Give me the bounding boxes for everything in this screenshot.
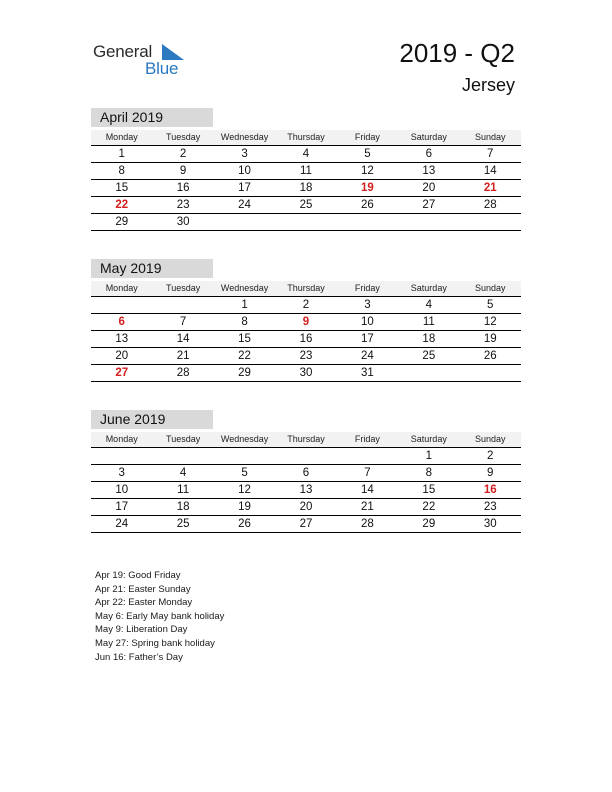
month-title: June 2019 — [91, 410, 213, 429]
day-cell: 9 — [487, 467, 494, 479]
day-cell: 5 — [241, 467, 248, 479]
day-cell: 8 — [425, 467, 433, 479]
weekday-label: Monday — [105, 132, 138, 142]
day-cell: 28 — [361, 518, 374, 530]
day-cell: 23 — [483, 501, 497, 513]
week-row — [91, 197, 521, 214]
week-row — [91, 365, 521, 382]
day-cell: 24 — [361, 350, 374, 362]
weekday-label: Saturday — [410, 283, 447, 293]
day-cell: 27 — [422, 199, 436, 211]
day-cell-holiday: 9 — [302, 316, 310, 328]
day-cell: 15 — [422, 484, 436, 496]
day-cell: 15 — [238, 333, 251, 345]
day-cell: 8 — [241, 316, 248, 328]
day-cell: 10 — [361, 316, 374, 328]
day-cell: 1 — [118, 148, 125, 160]
day-cell: 13 — [299, 484, 313, 496]
weekday-label: Thursday — [287, 132, 325, 142]
day-cell — [337, 448, 398, 464]
day-cell: 19 — [483, 333, 497, 345]
week-row — [91, 516, 521, 533]
weekday-label: Monday — [105, 434, 138, 444]
week-row — [91, 146, 521, 163]
weekday-label: Friday — [354, 434, 380, 444]
day-cell: 15 — [115, 182, 129, 194]
weekday-label: Wednesday — [220, 283, 269, 293]
day-cell: 7 — [364, 467, 371, 479]
weekday-header — [91, 281, 521, 297]
day-cell — [460, 214, 521, 230]
day-cell: 20 — [422, 182, 436, 194]
day-cell-holiday: 22 — [115, 199, 129, 211]
day-cell: 3 — [364, 299, 371, 311]
day-cell: 30 — [299, 367, 313, 379]
country-name: Jersey — [461, 75, 515, 95]
day-cell-holiday: 19 — [361, 182, 374, 194]
day-cell: 21 — [361, 501, 374, 513]
day-cell: 2 — [302, 299, 310, 311]
day-cell: 26 — [361, 199, 374, 211]
weekday-label: Sunday — [474, 283, 506, 293]
logo-blue-text: Blue — [145, 59, 179, 78]
holiday-list-item: Apr 22: Easter Monday — [95, 597, 193, 609]
week-row — [91, 297, 521, 314]
day-cell: 13 — [422, 165, 436, 177]
day-cell: 18 — [422, 333, 436, 345]
weekday-label: Tuesday — [166, 132, 201, 142]
day-cell: 25 — [422, 350, 436, 362]
day-cell: 5 — [364, 148, 371, 160]
day-cell: 23 — [299, 350, 313, 362]
day-cell: 17 — [115, 501, 129, 513]
day-cell: 3 — [241, 148, 248, 160]
day-cell: 2 — [487, 450, 494, 462]
day-cell: 12 — [483, 316, 497, 328]
day-cell: 10 — [238, 165, 251, 177]
day-cell-holiday: 6 — [118, 316, 125, 328]
holiday-list-item: Jun 16: Father’s Day — [95, 651, 183, 663]
logo-triangle-icon — [162, 44, 184, 60]
weekday-header — [91, 130, 521, 146]
day-cell: 17 — [361, 333, 374, 345]
week-row — [91, 331, 521, 348]
weekday-label: Friday — [354, 132, 380, 142]
day-cell: 18 — [299, 182, 313, 194]
weekday-label: Saturday — [410, 132, 447, 142]
weekday-label: Saturday — [410, 434, 447, 444]
day-cell — [460, 365, 521, 381]
day-cell: 25 — [176, 518, 190, 530]
day-cell — [275, 448, 336, 464]
day-cell — [152, 297, 213, 313]
month-june — [91, 410, 521, 533]
day-cell: 24 — [238, 199, 251, 211]
weekday-label: Sunday — [474, 434, 506, 444]
day-cell: 5 — [487, 299, 494, 311]
week-row — [91, 448, 521, 465]
day-cell: 28 — [176, 367, 190, 379]
day-cell: 20 — [115, 350, 129, 362]
day-cell — [398, 214, 459, 230]
weekday-label: Wednesday — [220, 434, 269, 444]
weekday-label: Tuesday — [166, 434, 201, 444]
month-may — [91, 259, 521, 382]
day-cell — [91, 297, 152, 313]
day-cell: 3 — [118, 467, 125, 479]
week-row — [91, 214, 521, 231]
day-cell: 12 — [361, 165, 374, 177]
weekday-label: Thursday — [287, 283, 325, 293]
day-cell — [337, 214, 398, 230]
day-cell: 4 — [302, 148, 310, 160]
month-title: May 2019 — [91, 259, 213, 278]
logo-general-text: General — [93, 42, 153, 61]
day-cell: 27 — [299, 518, 313, 530]
holiday-list-item: May 27: Spring bank holiday — [95, 637, 215, 649]
week-row — [91, 163, 521, 180]
week-row — [91, 499, 521, 516]
day-cell: 29 — [422, 518, 436, 530]
day-cell: 26 — [483, 350, 497, 362]
week-row — [91, 348, 521, 365]
month-title: April 2019 — [91, 108, 213, 127]
day-cell: 23 — [176, 199, 190, 211]
day-cell-holiday: 27 — [115, 367, 129, 379]
page-title: 2019 - Q2 — [399, 38, 515, 68]
weekday-label: Thursday — [287, 434, 325, 444]
day-cell — [398, 365, 459, 381]
day-cell: 16 — [299, 333, 313, 345]
holiday-list-item: May 9: Liberation Day — [95, 624, 188, 636]
day-cell: 21 — [176, 350, 190, 362]
day-cell: 24 — [115, 518, 129, 530]
day-cell: 29 — [115, 216, 129, 228]
day-cell: 22 — [422, 501, 436, 513]
weekday-header — [91, 432, 521, 448]
day-cell: 11 — [177, 484, 190, 496]
day-cell — [214, 214, 275, 230]
weekday-label: Wednesday — [220, 132, 269, 142]
day-cell: 14 — [361, 484, 374, 496]
day-cell: 19 — [238, 501, 251, 513]
weekday-label: Monday — [105, 283, 138, 293]
day-cell: 8 — [118, 165, 125, 177]
day-cell: 4 — [425, 299, 433, 311]
day-cell: 16 — [176, 182, 190, 194]
day-cell: 30 — [483, 518, 497, 530]
day-cell: 18 — [176, 501, 190, 513]
day-cell: 22 — [238, 350, 251, 362]
week-row — [91, 465, 521, 482]
day-cell: 25 — [299, 199, 313, 211]
day-cell: 29 — [238, 367, 251, 379]
day-cell: 26 — [238, 518, 251, 530]
day-cell: 20 — [299, 501, 313, 513]
day-cell — [275, 214, 336, 230]
day-cell: 30 — [176, 216, 190, 228]
day-cell: 17 — [238, 182, 251, 194]
week-row — [91, 314, 521, 331]
week-row — [91, 482, 521, 499]
day-cell: 9 — [179, 165, 187, 177]
holiday-list-item: Apr 21: Easter Sunday — [95, 583, 191, 595]
day-cell: 1 — [425, 450, 433, 462]
day-cell: 13 — [115, 333, 129, 345]
week-row — [91, 180, 521, 197]
day-cell-holiday: 16 — [483, 484, 497, 496]
holiday-list — [95, 569, 224, 664]
weekday-label: Sunday — [474, 132, 506, 142]
day-cell: 11 — [422, 316, 435, 328]
day-cell: 14 — [483, 165, 497, 177]
day-cell: 2 — [179, 148, 187, 160]
holiday-list-item: May 6: Early May bank holiday — [95, 610, 225, 622]
month-april — [91, 108, 521, 231]
logo — [93, 42, 203, 82]
day-cell: 10 — [115, 484, 129, 496]
day-cell-holiday: 21 — [483, 182, 497, 194]
day-cell — [91, 448, 152, 464]
day-cell: 1 — [241, 299, 248, 311]
holiday-list-item: Apr 19: Good Friday — [95, 570, 181, 581]
day-cell: 14 — [176, 333, 190, 345]
weekday-label: Friday — [354, 283, 380, 293]
day-cell: 6 — [302, 467, 310, 479]
day-cell: 28 — [483, 199, 497, 211]
day-cell: 11 — [300, 165, 312, 177]
day-cell — [214, 448, 275, 464]
day-cell: 7 — [487, 148, 494, 160]
day-cell: 12 — [238, 484, 251, 496]
day-cell — [152, 448, 213, 464]
day-cell: 6 — [425, 148, 433, 160]
day-cell: 7 — [179, 316, 187, 328]
weekday-label: Tuesday — [166, 283, 201, 293]
day-cell: 31 — [361, 367, 374, 379]
day-cell: 4 — [179, 467, 187, 479]
